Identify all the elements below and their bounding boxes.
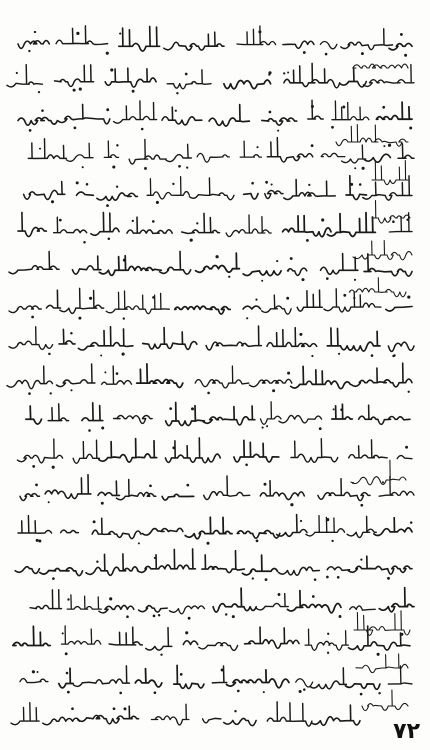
handwritten-line [9,326,414,351]
handwritten-line [9,251,412,276]
handwritten-line [13,626,410,651]
interlinear-note [362,690,408,711]
handwritten-line [18,515,412,539]
interlinear-note [372,161,408,185]
handwritten-line [15,549,412,576]
interlinear-note [349,278,406,297]
interlinear-note [351,460,406,485]
handwritten-line [18,212,412,236]
handwritten-line [17,438,412,463]
handwritten-line [7,363,412,389]
handwritten-line [30,588,414,614]
interlinear-note [372,201,410,224]
handwritten-line [9,288,412,314]
handwritten-line [20,475,414,501]
interlinear-note [353,64,408,68]
interlinear-note [336,125,408,147]
handwritten-line [18,100,412,126]
interlinear-note [353,241,412,260]
handwritten-line [26,402,410,426]
handwritten-line [24,176,412,201]
interlinear-note [354,611,410,636]
handwritten-line [18,26,412,51]
page-number: ۷۲ [393,719,420,744]
handwritten-line [20,665,412,689]
handwritten-line [11,702,360,726]
